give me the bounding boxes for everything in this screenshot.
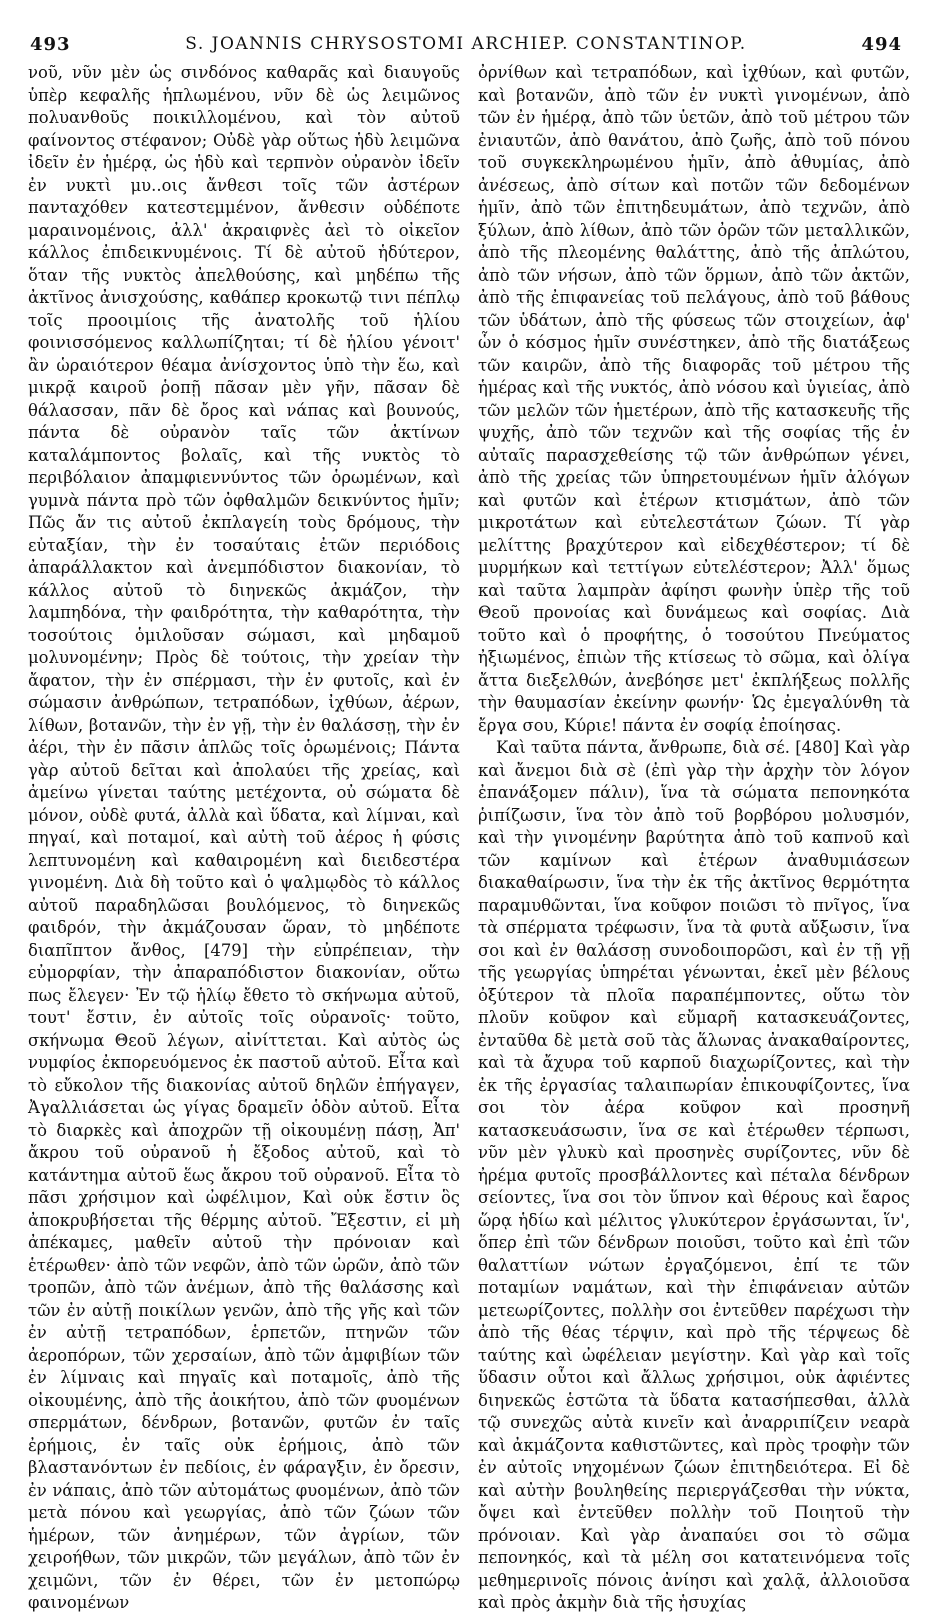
running-header: [30, 30, 902, 58]
column-gutter: [466, 62, 467, 1522]
left-column-paragraph-1: νοῦ, νῦν μὲν ὡς σινδόνος καθαρᾶς καὶ διαυγοῦς ὑπὲρ κεφαλῆς ἡπλωμένου, νῦν δὲ ὡς λειμῶνος πολυανθοῦς ποικιλλομένου, καὶ τὸν αὐτοῦ φαίνοντος στέφανον; Οὐδὲ γὰρ οὕτως ἡδὺ λειμῶνα ἰδεῖν ἐν ἡμέρᾳ, ὡς ἡδὺ καὶ τερπνὸν οὐρανὸν ἰδεῖν ἐν νυκτὶ μυ..οις ἄνθεσι τοῖς τῶν ἀστέρων πανταχόθεν κατεστεμμένον, ἄνθεσιν οὐδέποτε μαραινομένοις, ἀλλ' ἀκραιφνὲς ἀεὶ τὸ οἰκεῖον κάλλος ἐπιδεικνυμένοις. Τί δὲ αὐτοῦ ἡδύτερον, ὅταν τῆς νυκτὸς ἀπελθούσης, καὶ μηδέπω τῆς ἀκτῖνος ἀνισχούσης, καθάπερ κροκωτῷ τινι πέπλῳ τοῖς προοιμίοις τῆς ἀνατολῆς τοῦ ἡλίου φοινισσόμενος καλλωπίζηται; τί δὲ ἡλίου γένοιτ' ἂν ὡραιότερον θέαμα ἀνίσχοντος ὑπὸ τὴν ἕω, καὶ μικρᾷ καιροῦ ῥοπῇ πᾶσαν μὲν γῆν, πᾶσαν δὲ θάλασσαν, πᾶν δὲ ὄρος καὶ νάπας καὶ βουνούς, πάντα δὲ οὐρανὸν ταῖς τῶν ἀκτίνων καταλάμποντος βολαῖς, καὶ τῆς νυκτὸς τὸ περιβόλαιον ἀπαμφιεννύντος τῶν ὁρωμένων, καὶ γυμνὰ πάντα πρὸ τῶν ὀφθαλμῶν δεικνύντος ἡμῖν; Πῶς ἄν τις αὐτοῦ ἐκπλαγείη τοὺς δρόμους, τὴν εὐταξίαν, τὴν ἐν τοσαύταις ἐτῶν περιόδοις ἀπαράλλακτον καὶ ἀνεμπόδιστον διακονίαν, τὸ κάλλος αὐτοῦ τὸ διηνεκῶς ἀκμάζον, τὴν λαμπηδόνα, τὴν φαιδρότητα, τὴν καθαρότητα, τὴν τοσούτοις ὁμιλοῦσαν σώμασι, καὶ μηδαμοῦ μολυνομένην; Πρὸς δὲ τούτοις, τὴν χρείαν τὴν ἄφατον, τὴν ἐν σπέρμασι, τὴν ἐν φυτοῖς, καὶ ἐν σώμασιν ἀνθρώπων, τετραπόδων, ἰχθύων, ἀέρων, λίθων, βοτανῶν, τὴν ἐν γῇ, τὴν ἐν θαλάσσῃ, τὴν ἐν ἀέρι, τὴν ἐν πᾶσιν ἁπλῶς τοῖς ὁρωμένοις; Πάντα γὰρ αὐτοῦ δεῖται καὶ ἀπολαύει τῆς χρείας, καὶ ἀμείνω γίνεται ταύτης μετέχοντα, οὐ σώματα δὲ μόνον, οὐδὲ φυτά, ἀλλὰ καὶ ὕδατα, καὶ λίμναι, καὶ πηγαί, καὶ ποταμοί, καὶ αὐτὴ τοῦ ἀέρος ἡ φύσις λεπτυνομένη καὶ καθαιρομένη καὶ διειδεστέρα γινομένη. Διὰ δὴ τοῦτο καὶ ὁ ψαλμῳδὸς τὸ κάλλος αὐτοῦ παραδηλῶσαι βουλόμενος, τὸ διηνεκῶς φαιδρόν, τὴν ἀκμάζουσαν ὥραν, τὸ μηδέποτε διαπῖπτον ἄνθος, [479] τὴν εὐπρέπειαν, τὴν εὐμορφίαν, τὴν ἀπαραπόδιστον διακονίαν, οὕτω πως ἔλεγεν· Ἐν τῷ ἡλίῳ ἔθετο τὸ σκήνωμα αὐτοῦ, τουτ' ἔστιν, ἐν αὐτοῖς τοῖς οὐρανοῖς· τοῦτο, σκήνωμα Θεοῦ λέγων, αἰνίττεται. Καὶ αὐτὸς ὡς νυμφίος ἐκπορευόμενος ἐκ παστοῦ αὐτοῦ. Εἶτα καὶ τὸ εὔκολον τῆς διακονίας αὐτοῦ δηλῶν ἐπήγαγεν, Ἀγαλλιάσεται ὡς γίγας δραμεῖν ὁδὸν αὐτοῦ. Εἶτα τὸ διαρκὲς καὶ ἀποχρῶν τῇ οἰκουμένῃ πάσῃ, Ἀπ' ἄκρου τοῦ οὐρανοῦ ἡ ἔξοδος αὐτοῦ, καὶ τὸ κατάντημα αὐτοῦ ἕως ἄκρου τοῦ οὐρανοῦ. Εἶτα τὸ πᾶσι χρήσιμον καὶ ὠφέλιμον, Καὶ οὐκ ἔστιν ὃς ἀποκρυβήσεται τῆς θέρμης αὐτοῦ. Ἔξεστιν, εἰ μὴ ἀπέκαμες, μαθεῖν αὐτοῦ τὴν πρόνοιαν καὶ ἑτέρωθεν· ἀπὸ τῶν νεφῶν, ἀπὸ τῶν ὡρῶν, ἀπὸ τῶν τροπῶν, ἀπὸ τῶν ἀνέμων, ἀπὸ τῆς θαλάσσης καὶ τῶν ἐν αὐτῇ ποικίλων γενῶν, ἀπὸ τῆς γῆς καὶ τῶν ἐν αὐτῇ τετραπόδων, ἑρπετῶν, πτηνῶν τῶν ἀεροπόρων, τῶν χερσαίων, ἀπὸ τῶν ἀμφιβίων τῶν ἐν λίμναις καὶ πηγαῖς καὶ ποταμοῖς, ἀπὸ τῆς οἰκουμένης, ἀπὸ τῆς ἀοικήτου, ἀπὸ τῶν φυομένων σπερμάτων, δένδρων, βοτανῶν, φυτῶν ἐν ταῖς ἐρήμοις, ἐν ταῖς οὐκ ἐρήμοις, ἀπὸ τῶν βλαστανόντων ἐν πεδίοις, ἐν φάραγξιν, ἐν ὄρεσιν, ἐν νάπαις, ἀπὸ τῶν αὐτομάτως φυομένων, ἀπὸ τῶν μετὰ πόνου καὶ γεωργίας, ἀπὸ τῶν ζώων τῶν ἡμέρων, τῶν ἀνημέρων, τῶν ἀγρίων, τῶν χειροήθων, τῶν μικρῶν, τῶν μεγάλων, ἀπὸ τῶν ἐν χειμῶνι, τῶν ἐν θέρει, τῶν ἐν μετοπώρῳ φαινομένων: [28, 63, 460, 1612]
running-title: S. JOANNIS CHRYSOSTOMI ARCHIEP. CONSTANTINOP.: [185, 34, 747, 54]
right-page-number: 494: [861, 34, 902, 55]
right-column: [478, 62, 910, 1612]
right-column-paragraph-1: ὀρνίθων καὶ τετραπόδων, καὶ ἰχθύων, καὶ φυτῶν, καὶ βοτανῶν, ἀπὸ τῶν ἐν νυκτὶ γινομένων, ἀπὸ τῶν ἐν ἡμέρᾳ, ἀπὸ τῶν ὑετῶν, ἀπὸ τοῦ μέτρου τῶν ἐνιαυτῶν, ἀπὸ θανάτου, ἀπὸ ζωῆς, ἀπὸ τοῦ πόνου τοῦ συγκεκληρωμένου ἡμῖν, ἀπὸ ἀθυμίας, ἀπὸ ἀνέσεως, ἀπὸ σίτων καὶ ποτῶν τῶν δεδομένων ἡμῖν, ἀπὸ τῶν ἐπιτηδευμάτων, ἀπὸ τεχνῶν, ἀπὸ ξύλων, ἀπὸ λίθων, ἀπὸ τῶν ὀρῶν τῶν μεταλλικῶν, ἀπὸ τῆς πλεομένης θαλάττης, ἀπὸ τῆς ἀπλώτου, ἀπὸ τῶν νήσων, ἀπὸ τῶν ὅρμων, ἀπὸ τῶν ἀκτῶν, ἀπὸ τῆς ἐπιφανείας τοῦ πελάγους, ἀπὸ τοῦ βάθους τῶν ὑδάτων, ἀπὸ τῆς φύσεως τῶν στοιχείων, ἀφ' ὧν ὁ κόσμος ἡμῖν συνέστηκεν, ἀπὸ τῆς διατάξεως τῶν καιρῶν, ἀπὸ τῆς διαφορᾶς τοῦ μέτρου τῆς ἡμέρας καὶ τῆς νυκτός, ἀπὸ νόσου καὶ ὑγιείας, ἀπὸ τῶν μελῶν τῶν ἡμετέρων, ἀπὸ τῆς κατασκευῆς τῆς ψυχῆς, ἀπὸ τῶν τεχνῶν καὶ τῆς σοφίας τῆς ἐν αὐταῖς παρασχεθείσης τῷ τῶν ἀνθρώπων γένει, ἀπὸ τῆς χρείας τῶν ὑπηρετουμένων ἡμῖν ἀλόγων καὶ φυτῶν καὶ ἑτέρων κτισμάτων, ἀπὸ τῶν μικροτάτων καὶ εὐτελεστάτων ζώων. Τί γὰρ μελίττης βραχύτερον καὶ εἰδεχθέστερον; τί δὲ μυρμήκων καὶ τεττίγων εὐτελέστερον; Ἀλλ' ὅμως καὶ ταῦτα λαμπρὰν ἀφίησι φωνὴν ὑπὲρ τῆς τοῦ Θεοῦ προνοίας καὶ δυνάμεως καὶ σοφίας. Διὰ τοῦτο καὶ ὁ προφήτης, ὁ τοσούτου Πνεύματος ἠξιωμένος, ἐπιὼν τῆς κτίσεως τὸ σῶμα, καὶ ὀλίγα ἄττα διεξελθών, ἀνεβόησε μετ' ἐκπλήξεως πολλῆς τὴν θαυμασίαν ἐκείνην φωνήν· Ὡς ἐμεγαλύνθη τὰ ἔργα σου, Κύριε! πάντα ἐν σοφίᾳ ἐποίησας.: [478, 63, 910, 735]
left-column: [28, 62, 460, 1612]
right-column-paragraph-2: Καὶ ταῦτα πάντα, ἄνθρωπε, διὰ σέ. [480] Καὶ γὰρ καὶ ἄνεμοι διὰ σὲ (ἐπὶ γὰρ τὴν ἀρχὴν τὸν λόγον ἐπανάξομεν πάλιν), ἵνα τὰ σώματα πεπονηκότα ῥιπίζωσιν, ἵνα τὸν ἀπὸ τοῦ βορβόρου μολυσμόν, καὶ τὴν γινομένην βαρύτητα ἀπὸ τοῦ καπνοῦ καὶ τῶν καμίνων καὶ ἑτέρων ἀναθυμιάσεων διακαθαίρωσιν, ἵνα τὴν ἐκ τῆς ἀκτῖνος θερμότητα παραμυθῶνται, ἵνα κοῦφον ποιῶσι τὸ πνῖγος, ἵνα τὰ σπέρματα τρέφωσιν, ἵνα τὰ φυτὰ αὔξωσιν, ἵνα σοι καὶ ἐν θαλάσσῃ συνοδοιπορῶσι, καὶ ἐν τῇ γῇ τῆς γεωργίας ὑπηρέται γένωνται, ἐκεῖ μὲν βέλους ὀξύτερον τὰ πλοῖα παραπέμποντες, οὕτω τὸν πλοῦν κοῦφον καὶ εὔμαρῆ κατασκευάζοντες, ἐνταῦθα δὲ μετὰ σοῦ τὰς ἅλωνας ἀνακαθαίροντες, καὶ τὰ ἄχυρα τοῦ καρποῦ διαχωρίζοντες, καὶ τὴν ἐκ τῆς ἐργασίας ταλαιπωρίαν ἐπικουφίζοντες, ἵνα σοι τὸν ἀέρα κοῦφον καὶ προσηνῆ κατασκευάσωσιν, ἵνα σε καὶ ἑτέρωθεν τέρπωσι, νῦν μὲν γλυκὺ καὶ προσηνὲς συρίζοντες, νῦν δὲ ἠρέμα φυτοῖς προσβάλλοντες καὶ πέταλα δένδρων σείοντες, ἵνα σοι τὸν ὕπνον καὶ θέρους καὶ ἔαρος ὥρᾳ ἡδίω καὶ μέλιτος γλυκύτερον ἐργάσωνται, ἵν', ὅπερ ἐπὶ τῶν δένδρων ποιοῦσι, τοῦτο καὶ ἐπὶ τῶν θαλαττίων νώτων ἐργαζόμενοι, ἐπί τε τῶν ποταμίων ναμάτων, καὶ τὴν ἐπιφάνειαν αὐτῶν μετεωρίζοντες, πολλὴν σοι ἐντεῦθεν παρέχωσι τὴν ἀπὸ τῆς θέας τέρψιν, καὶ πρὸ τῆς τέρψεως δὲ ταύτης καὶ ὠφέλειαν μεγίστην. Καὶ γὰρ καὶ τοῖς ὕδασιν οὗτοι καὶ ἄλλως χρήσιμοι, οὐκ ἀφιέντες διηνεκῶς ἑστῶτα τὰ ὕδατα κατασήπεσθαι, ἀλλὰ τῷ συνεχῶς αὐτὰ κινεῖν καὶ ἀναρριπίζειν νεαρὰ καὶ ἀκμάζοντα καθιστῶντες, καὶ πρὸς τροφὴν τῶν ἐν αὐτοῖς νηχομένων ζώων ἐπιτηδειότερα. Εἰ δὲ καὶ αὐτὴν βουληθείης περιεργάζεσθαι τὴν νύκτα, ὄψει καὶ ἐντεῦθεν πολλὴν τοῦ Ποιητοῦ τὴν πρόνοιαν. Καὶ γὰρ ἀναπαύει σοι τὸ σῶμα πεπονηκός, καὶ τὰ μέλη σοι κατατεινόμενα τοῖς μεθημερινοῖς πόνοις ἀνίησι καὶ χαλᾷ, ἀλλοιοῦσα καὶ πρὸς ἀκμὴν διὰ τῆς ἡσυχίας: [478, 738, 910, 1612]
left-page-number: 493: [30, 34, 71, 55]
